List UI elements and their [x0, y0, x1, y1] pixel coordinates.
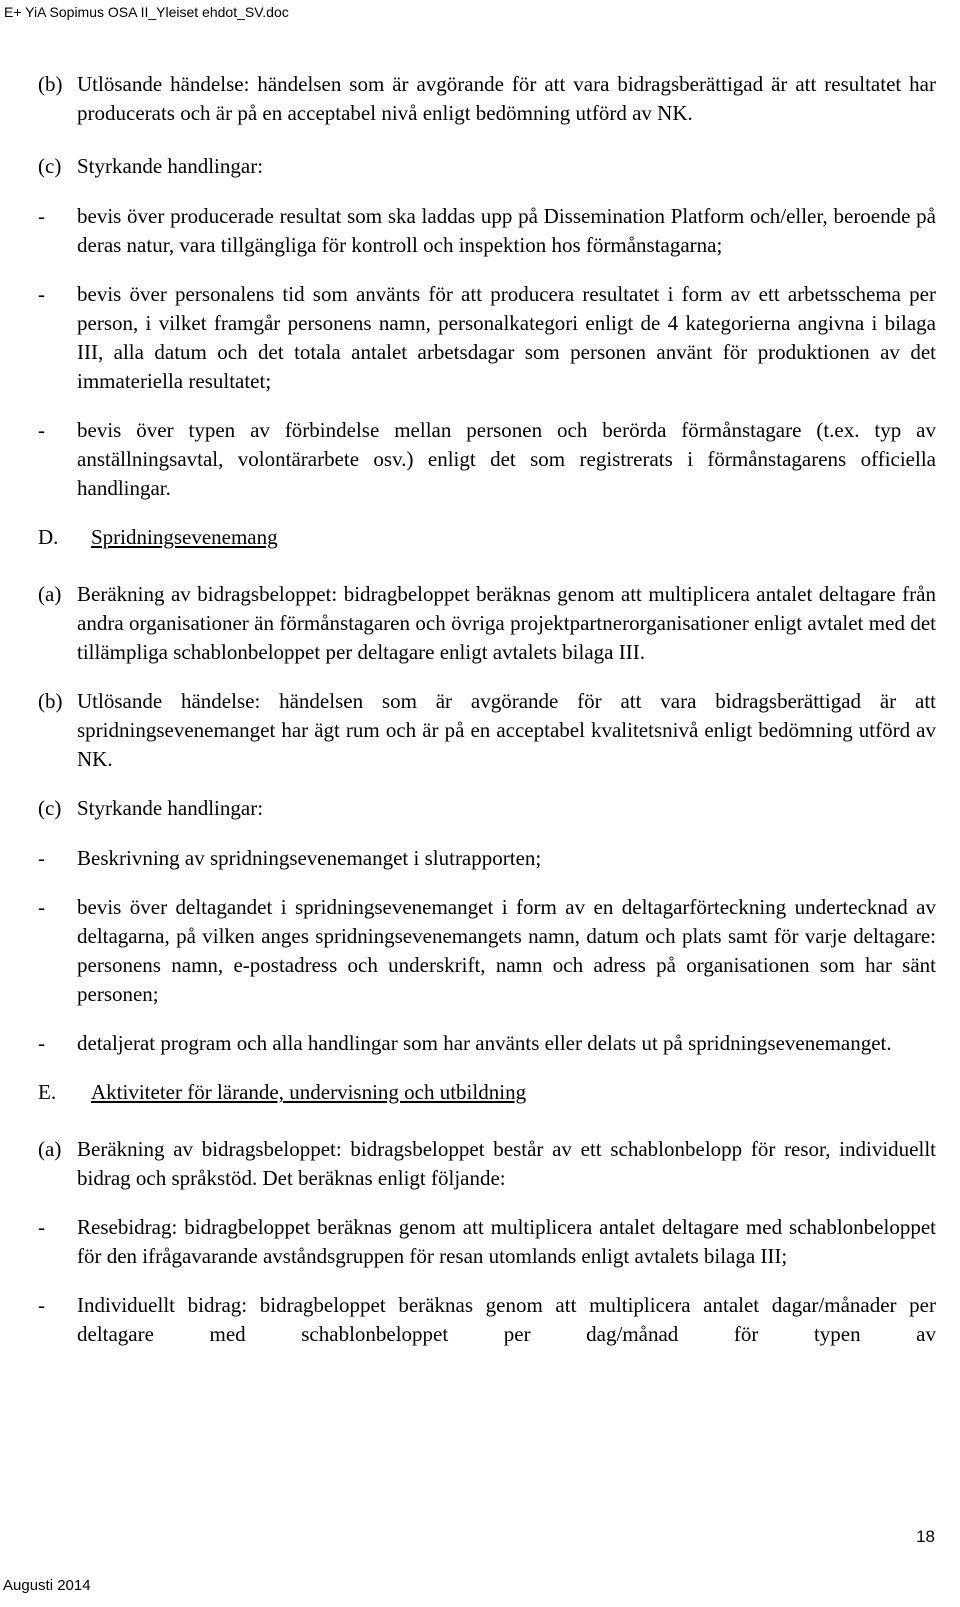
- list-item: [38, 280, 936, 396]
- paragraph: [38, 687, 936, 774]
- section-heading-e: [38, 1078, 936, 1107]
- list-item: [38, 1029, 936, 1058]
- paragraph-text: Beräkning av bidragsbeloppet: bidragbeloppet beräknas genom att multiplicera antalet deltagare från andra organisationer än förmånstagaren och övriga projektpartnerorganisationer enligt avtalet med det tillämpliga schablonbeloppet per deltagare enligt avtalets bilaga III.: [77, 582, 936, 664]
- list-bullet: -: [38, 418, 45, 442]
- paragraph: [38, 580, 936, 667]
- list-item-text: Beskrivning av spridningsevenemanget i slutrapporten;: [77, 846, 542, 870]
- list-item-text: Individuellt bidrag: bidragbeloppet beräknas genom att multiplicera antalet dagar/månader per deltagare med schablonbeloppet per dag/månad för typen av: [77, 1293, 936, 1346]
- list-bullet: -: [38, 1215, 45, 1239]
- document-header: E+ YiA Sopimus OSA II_Yleiset ehdot_SV.doc: [4, 4, 289, 20]
- section-heading-d: [38, 523, 936, 552]
- paragraph-label: (c): [38, 154, 62, 178]
- list-item-text: Resebidrag: bidragbeloppet beräknas genom att multiplicera antalet deltagare med schablonbeloppet för den ifrågavarande avståndsgruppen för resan utomlands enligt avtalets bilaga III;: [77, 1215, 936, 1268]
- list-item: [38, 202, 936, 260]
- list-item: [38, 1213, 936, 1271]
- list-item: [38, 844, 936, 873]
- paragraph-text: Utlösande händelse: händelsen som är avgörande för att vara bidragsberättigad är att spridningsevenemanget har ägt rum och är på en acceptabel kvalitetsnivå enligt bedömning utförd av NK.: [77, 689, 936, 771]
- section-title: Spridningsevenemang: [91, 525, 278, 549]
- paragraph-text: Beräkning av bidragsbeloppet: bidragsbeloppet består av ett schablonbelopp för resor, individuellt bidrag och språkstöd. Det beräknas enligt följande:: [77, 1137, 936, 1190]
- paragraph: [38, 152, 936, 181]
- list-bullet: -: [38, 1293, 45, 1317]
- section-title: Aktiviteter för lärande, undervisning och utbildning: [91, 1080, 527, 1104]
- list-item: [38, 416, 936, 503]
- list-item-text: detaljerat program och alla handlingar som har använts eller delats ut på spridningsevenemanget.: [77, 1031, 892, 1055]
- section-letter: E.: [38, 1080, 57, 1104]
- list-item: [38, 893, 936, 1009]
- section-letter: D.: [38, 525, 59, 549]
- paragraph-label: (a): [38, 1137, 62, 1161]
- paragraph: [38, 794, 936, 823]
- page-number: 18: [916, 1527, 935, 1546]
- list-item-text: bevis över deltagandet i spridningsevenemanget i form av en deltagarförteckning undertecknad av deltagarna, på vilken anges spridningsevenemangets namn, datum och plats samt för varje deltagare: personens namn, e-postadress och underskrift, namn och adress på organisationen som har sänt personen;: [77, 895, 936, 1006]
- paragraph-text: Utlösande händelse: händelsen som är avgörande för att vara bidragsberättigad är att resultatet har producerats och är på en acceptabel nivå enligt bedömning utförd av NK.: [77, 72, 936, 125]
- list-bullet: -: [38, 204, 45, 228]
- list-item-text: bevis över typen av förbindelse mellan personen och berörda förmånstagare (t.ex. typ av anställningsavtal, volontärarbete osv.) enligt det som registrerats i förmånstagarens officiella handlingar.: [77, 418, 936, 500]
- list-bullet: -: [38, 846, 45, 870]
- paragraph-label: (c): [38, 796, 62, 820]
- document-footer: Augusti 2014: [3, 1577, 91, 1594]
- paragraph-label: (b): [38, 72, 63, 96]
- paragraph-text: Styrkande handlingar:: [77, 154, 264, 178]
- document-body: [38, 70, 936, 1349]
- paragraph-label: (b): [38, 689, 63, 713]
- list-bullet: -: [38, 1031, 45, 1055]
- paragraph-text: Styrkande handlingar:: [77, 796, 264, 820]
- paragraph-label: (a): [38, 582, 62, 606]
- list-bullet: -: [38, 895, 45, 919]
- list-item-text: bevis över producerade resultat som ska laddas upp på Dissemination Platform och/eller, beroende på deras natur, vara tillgängliga för kontroll och inspektion hos förmånstagarna;: [77, 204, 936, 257]
- list-item: [38, 1291, 936, 1349]
- paragraph: [38, 70, 936, 128]
- list-bullet: -: [38, 282, 45, 306]
- paragraph: [38, 1135, 936, 1193]
- list-item-text: bevis över personalens tid som använts för att producera resultatet i form av ett arbetsschema per person, i vilket framgår personens namn, personalkategori enligt de 4 kategorierna angivna i bilaga III, alla datum och det totala antalet arbetsdagar som personen använt för produktionen av det immateriella resultatet;: [77, 282, 936, 393]
